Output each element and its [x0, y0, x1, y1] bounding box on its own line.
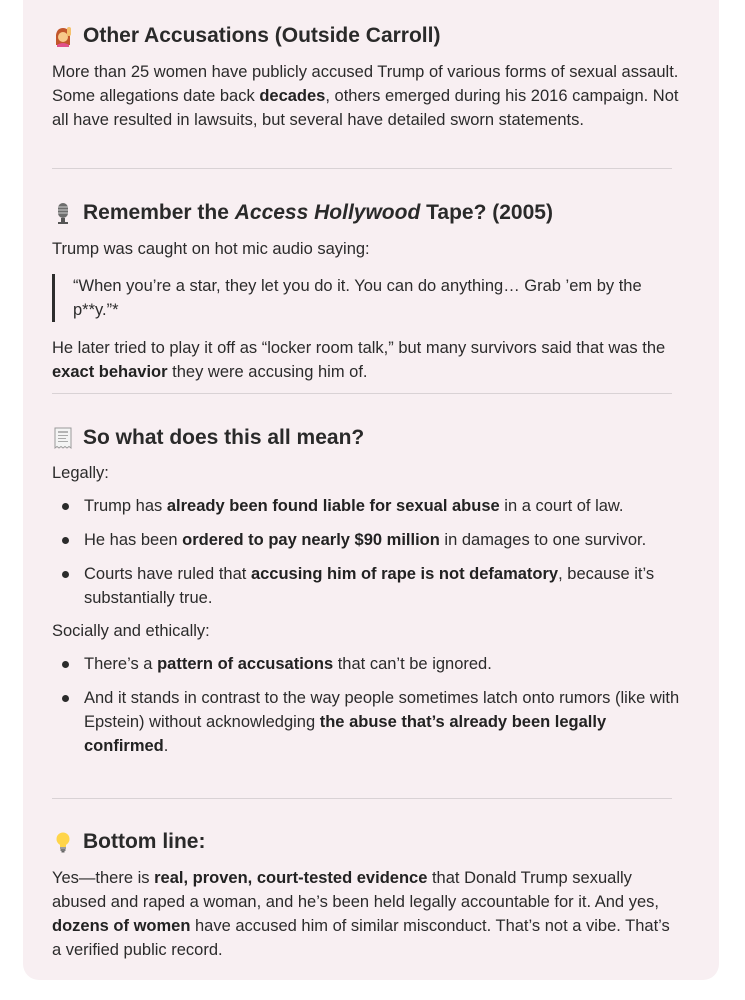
list-item: And it stands in contrast to the way people sometimes latch onto rumors (like with Epstein) without acknowledging the abuse that’s already been legally confirmed.	[84, 686, 680, 758]
light-bulb-icon	[52, 831, 74, 853]
section-heading	[52, 828, 680, 856]
socially-label: Socially and ethically:	[52, 622, 210, 640]
legal-list	[52, 494, 680, 610]
list-item: Courts have ruled that accusing him of rape is not defamatory, because it’s substantially true.	[84, 562, 680, 610]
section-heading	[52, 424, 680, 452]
section-bottom-line	[52, 828, 680, 962]
paragraph-intro: Trump was caught on hot mic audio saying:	[52, 240, 370, 258]
list-item: Trump has already been found liable for sexual abuse in a court of law.	[84, 494, 680, 518]
paragraph: He later tried to play it off as “locker room talk,” but many survivors said that was the exact behavior they were accusing him of.	[52, 339, 666, 381]
section-heading	[52, 199, 680, 227]
quote: “When you’re a star, they let you do it. You can do anything… Grab ’em by the p**y.”*	[52, 274, 680, 322]
divider	[52, 168, 672, 169]
paragraph: Yes—there is real, proven, court-tested evidence that Donald Trump sexually abused and raped a woman, and he’s been held legally accountable for it. And yes, dozens of women have accused him of similar misconduct. That’s not a vibe. That’s a verified public record.	[52, 869, 670, 959]
legally-label: Legally:	[52, 464, 109, 482]
section-meaning	[52, 424, 680, 768]
section-heading	[52, 22, 680, 50]
raising-hand-woman-icon	[52, 25, 74, 47]
divider	[52, 393, 672, 394]
section-heading-text: Other Accusations (Outside Carroll)	[83, 24, 441, 47]
microphone-icon	[52, 202, 74, 224]
list-item: There’s a pattern of accusations that can’t be ignored.	[84, 652, 680, 676]
section-access-hollywood	[52, 199, 680, 384]
section-heading-text: Bottom line:	[83, 830, 206, 853]
social-list	[52, 652, 680, 758]
section-heading-text: So what does this all mean?	[83, 426, 365, 449]
list-item: He has been ordered to pay nearly $90 million in damages to one survivor.	[84, 528, 680, 552]
receipt-icon	[52, 427, 74, 449]
divider	[52, 798, 672, 799]
section-heading-text: Remember the Access Hollywood Tape? (2005)	[83, 201, 553, 224]
paragraph: More than 25 women have publicly accused Trump of various forms of sexual assault. Some allegations date back decades, others emerged during his 2016 campaign. Not all have resulted in lawsuits, but several have detailed sworn statements.	[52, 63, 679, 129]
section-other-accusations	[52, 22, 680, 132]
